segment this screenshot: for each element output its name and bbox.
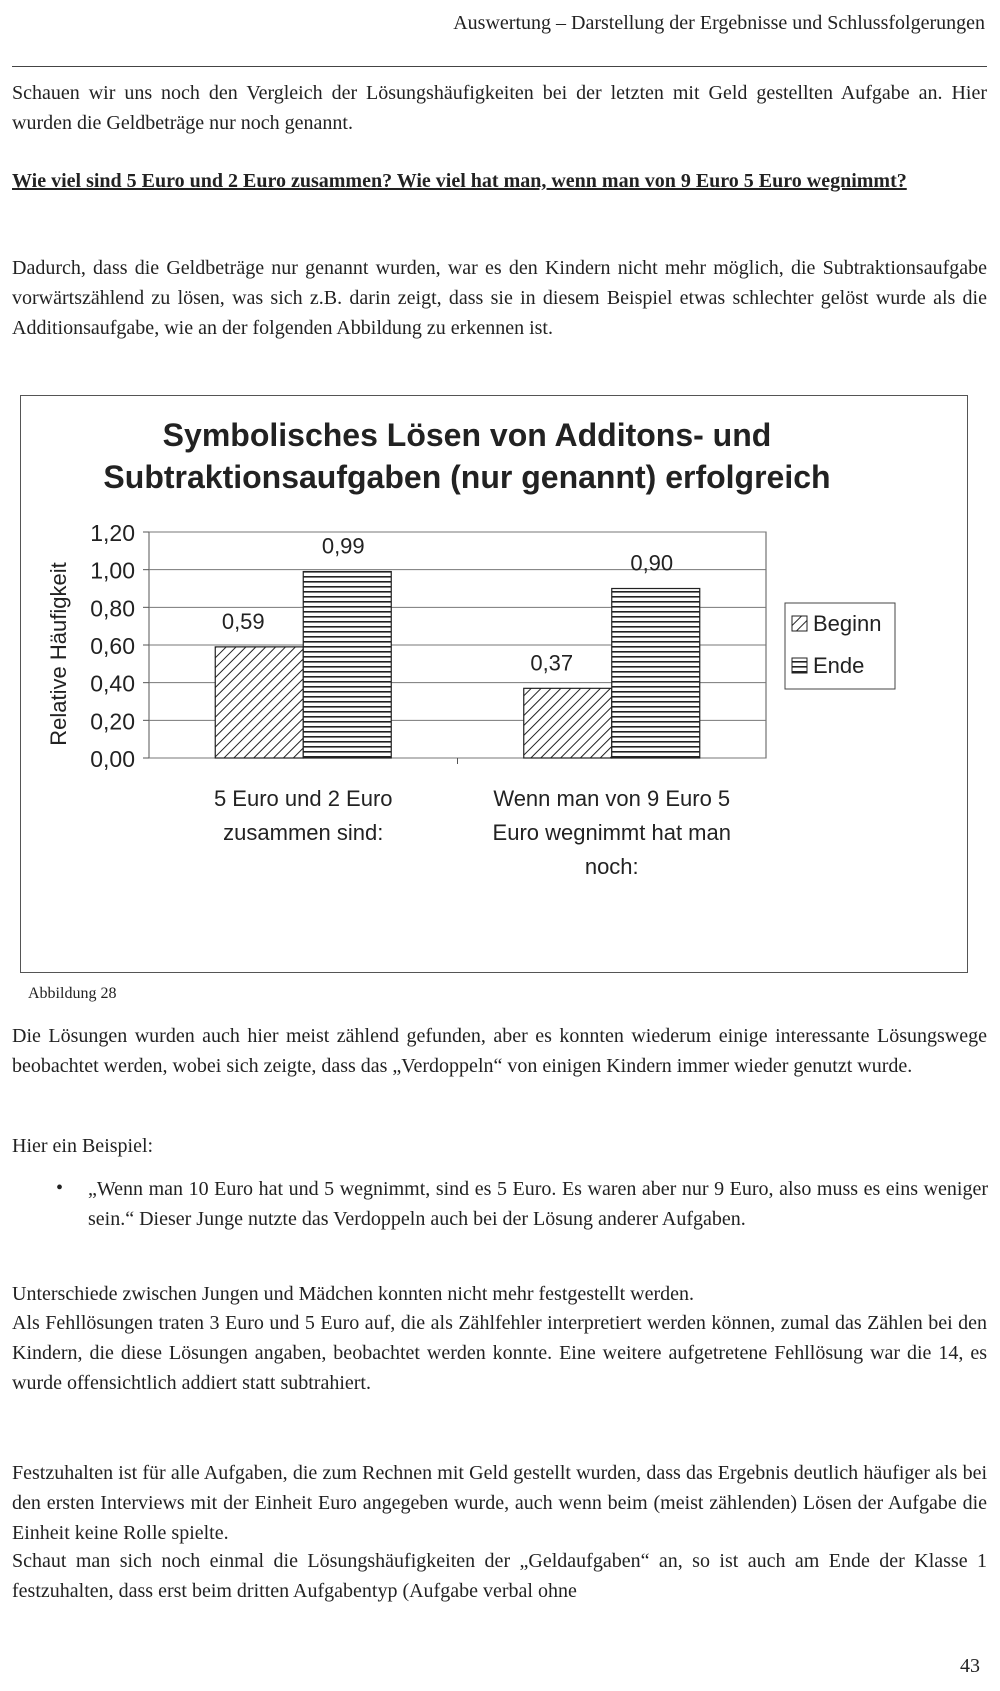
chart-title-line-2: Subtraktionsaufgaben (nur genannt) erfolgreich: [103, 459, 831, 495]
paragraph-solutions: Die Lösungen wurden auch hier meist zählend gefunden, aber es konnten wiederum einige interessante Lösungswege beobachtet werden, wobei sich zeigte, dass das „Verdoppeln“ von einigen Kindern immer wieder genutzt wurde.: [12, 1025, 987, 1077]
bar-beginn-2: [524, 688, 612, 758]
legend: [785, 603, 895, 689]
y-tick-label: 1,00: [90, 557, 135, 584]
x-category-label: 5 Euro und 2 Euro: [213, 786, 393, 811]
x-category-label: Wenn man von 9 Euro 5: [493, 786, 731, 811]
legend-swatch-ende: [792, 658, 807, 673]
paragraph-explanation: Dadurch, dass die Geldbeträge nur genannt wurden, war es den Kindern nicht mehr möglich, die Subtraktionsaufgabe vorwärtszählend zu lösen, was sich z.B. darin zeigt, dass sie in diesem Beispiel etwas schlechter gelöst wurde als die Additionsaufgabe, wie an der folgenden Abbildung zu erkennen ist.: [12, 257, 987, 339]
legend-label-ende: Ende: [813, 653, 865, 678]
data-label-ende-1: 0,99: [321, 533, 365, 559]
paragraph-intro: Schauen wir uns noch den Vergleich der Lösungshäufigkeiten bei der letzten mit Geld gestellten Aufgabe an. Hier wurden die Geldbeträge nur noch genannt.: [12, 82, 987, 134]
x-category-label: Euro wegnimmt hat man: [492, 820, 731, 845]
paragraph-conclusion: Festzuhalten ist für alle Aufgaben, die zum Rechnen mit Geld gestellt wurden, dass das Ergebnis deutlich häufiger als bei den ersten Interviews mit der Einheit Euro angegeben wurde, auch wenn beim (meist zählenden) Lösen der Aufgabe die Einheit keine Rolle spielte.: [12, 1462, 987, 1544]
x-category-label: noch:: [584, 854, 639, 879]
paragraph-errors: Als Fehllösungen traten 3 Euro und 5 Euro auf, die als Zählfehler interpretiert werden können, zumal das Zählen bei den Kindern, die diese Lösungen angaben, beobachtet werden konnte. Eine weitere aufgetretene Fehllösung war die 14, es wurde offensichtlich addiert statt subtrahiert.: [12, 1312, 987, 1394]
bullet-marker: •: [56, 1177, 64, 1199]
x-category-label: zusammen sind:: [223, 820, 384, 845]
bar-beginn-1: [215, 647, 303, 758]
paragraph-example-intro: Hier ein Beispiel:: [12, 1135, 154, 1157]
data-label-beginn-1: 0,59: [221, 608, 265, 634]
bullet-example: „Wenn man 10 Euro hat und 5 wegnimmt, sind es 5 Euro. Es waren aber nur 9 Euro, also muss es eins weniger sein.“ Dieser Junge nutzte das Verdoppeln auch bei der Lösung anderer Aufgaben.: [88, 1178, 988, 1230]
y-tick-label: 0,60: [90, 633, 135, 659]
bar-ende-2: [612, 589, 700, 759]
header-rule: [12, 66, 987, 67]
figure-caption: Abbildung 28: [28, 985, 117, 1002]
y-tick-label: 0,20: [90, 708, 135, 735]
page-header: Auswertung – Darstellung der Ergebnisse und Schlussfolgerungen: [453, 12, 985, 34]
y-tick-label: 0,00: [90, 746, 135, 772]
y-tick-label: 0,40: [90, 670, 135, 697]
bar-chart: [21, 396, 967, 972]
data-label-beginn-2: 0,37: [530, 650, 574, 676]
paragraph-outlook: Schaut man sich noch einmal die Lösungshäufigkeiten der „Geldaufgaben“ an, so ist auch am Ende der Klasse 1 festzuhalten, dass erst beim dritten Aufgabentyp (Aufgabe verbal ohne: [12, 1550, 987, 1602]
legend-swatch-beginn: [792, 616, 807, 631]
figure-frame: [20, 395, 968, 973]
y-tick-label: 1,20: [90, 520, 135, 546]
question-heading: Wie viel sind 5 Euro und 2 Euro zusammen? Wie viel hat man, wenn man von 9 Euro 5 Euro wegnimmt?: [12, 170, 907, 192]
page-number: 43: [960, 1655, 980, 1677]
data-label-ende-2: 0,90: [630, 550, 674, 576]
legend-label-beginn: Beginn: [813, 611, 882, 636]
bar-ende-1: [303, 572, 391, 758]
y-axis-label: Relative Häufigkeit: [46, 562, 71, 746]
chart-title-line-1: Symbolisches Lösen von Additons- und: [162, 417, 772, 453]
y-tick-label: 0,80: [90, 595, 135, 622]
paragraph-differences: Unterschiede zwischen Jungen und Mädchen konnten nicht mehr festgestellt werden.: [12, 1283, 695, 1305]
